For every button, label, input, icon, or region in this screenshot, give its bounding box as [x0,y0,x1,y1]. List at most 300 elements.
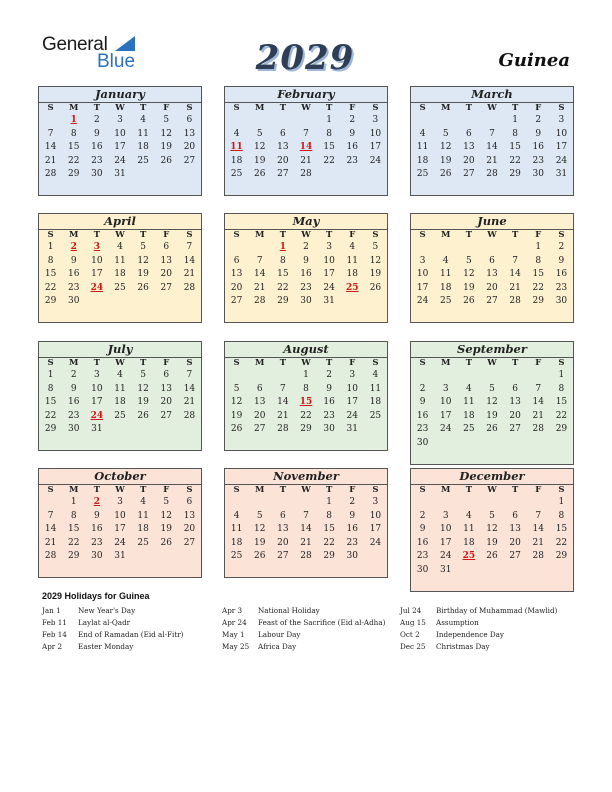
day-cell: 10 [439,397,452,407]
day-cell: 8 [279,255,286,266]
day-cell: 3 [93,370,100,380]
day-cell: 5 [465,255,472,266]
weekday-header: T [511,485,519,495]
day-cell: 18 [463,410,475,421]
empty-cell [39,114,62,128]
weekday-header: S [47,485,54,495]
day-cell: 11 [137,510,149,521]
holiday-date: Apr 24 [222,618,247,627]
day-cell: 2 [70,370,77,380]
day-cell: 20 [183,524,196,534]
day-cell: 5 [256,128,263,139]
day-cell: 21 [44,537,57,548]
weekday-header: S [372,358,379,368]
empty-cell [132,295,155,309]
empty-cell [434,241,457,255]
day-cell: 16 [555,269,568,279]
day-cell: 5 [442,128,449,139]
day-cell: 31 [323,296,335,306]
day-cell: 15 [277,269,289,279]
day-cell: 26 [463,296,475,306]
day-cell: 2 [303,242,309,252]
day-cell: 30 [416,564,429,575]
holiday-date: Jan 1 [42,606,61,615]
holiday-name: Labour Day [258,630,301,639]
day-cell: 13 [183,128,196,139]
day-cell: 9 [419,397,426,407]
weekday-header: M [69,358,79,368]
day-cell: 19 [439,155,452,166]
empty-cell [108,423,131,437]
weekday-header: S [47,358,54,368]
day-cell: 31 [555,169,568,179]
day-cell: 13 [230,269,243,279]
day-cell: 10 [439,524,452,534]
day-cell: 26 [253,551,266,561]
month-november [224,468,388,578]
empty-cell [155,423,178,437]
month-name: February [225,87,387,103]
month-june [410,213,574,323]
day-cell: 17 [114,524,126,534]
day-cell: 28 [532,551,544,561]
day-cell: 13 [509,397,521,407]
empty-cell [480,369,503,383]
empty-cell [155,168,178,182]
day-cell: 13 [277,524,289,534]
day-cell: 22 [44,410,57,421]
day-cell: 12 [253,142,266,152]
day-cell: 16 [91,142,103,152]
day-cell: 29 [277,296,289,306]
day-cell: 7 [512,255,518,266]
day-cell: 11 [439,269,452,279]
empty-cell [457,241,480,255]
holiday-item [400,617,557,629]
month-may [224,213,388,323]
day-cell: 3 [117,115,123,125]
day-cell: 24 [439,424,452,434]
weekday-header: F [163,485,170,495]
weekday-header: M [255,230,265,240]
weekday-header: W [301,103,311,113]
holiday-name: Birthday of Muhammad (Mawlid) [436,606,558,615]
day-cell: 8 [558,510,565,521]
day-cell: 29 [532,296,544,306]
weekday-header: S [233,103,240,113]
weekday-header: S [186,103,193,113]
day-cell: 6 [186,497,193,507]
generalblue-logo [42,34,152,74]
day-cell: 30 [91,169,103,179]
day-cell: 1 [512,115,518,125]
weekday-header: S [47,103,54,113]
weekday-header: F [163,358,170,368]
day-cell: 10 [114,128,126,139]
weekday-header: T [325,103,333,113]
day-cell: 27 [253,424,266,434]
day-cell: 20 [160,397,172,407]
day-cell: 28 [532,424,544,434]
weekday-header: W [301,358,311,368]
day-cell: 8 [558,383,565,394]
weekday-header: F [349,358,356,368]
day-cell: 28 [509,296,521,306]
day-cell: 23 [416,551,429,561]
day-cell: 17 [439,537,452,548]
weekday-header: T [139,103,147,113]
empty-cell [527,437,550,451]
day-cell: 10 [369,510,382,521]
day-cell: 3 [558,115,565,125]
weekday-header: F [535,230,542,240]
day-cell: 17 [439,410,452,421]
day-cell: 9 [70,255,77,266]
day-cell: 11 [230,524,243,534]
day-cell: 16 [346,524,358,534]
day-cell: 19 [160,524,172,534]
holiday-name: National Holiday [258,606,320,615]
day-cell: 25 [463,424,475,434]
holiday-date: May 1 [222,630,245,639]
day-cell: 6 [163,242,170,252]
empty-cell [364,550,387,564]
day-cell: 28 [253,296,266,306]
day-cell: 20 [509,537,521,548]
day-cell: 29 [300,424,312,434]
day-cell: 17 [114,142,126,152]
day-cell: 27 [509,551,521,561]
day-cell: 28 [277,424,289,434]
empty-cell [480,437,503,451]
day-cell: 3 [442,510,449,521]
empty-cell [155,550,178,564]
weekday-header: F [163,103,170,113]
holiday-item [42,641,183,653]
day-cell: 12 [439,142,452,152]
day-cell: 17 [91,269,103,279]
day-cell: 24 [416,296,429,306]
day-cell: 11 [114,383,126,394]
day-cell: 31 [346,424,358,434]
day-cell: 7 [535,383,542,394]
day-cell: 8 [47,255,54,266]
empty-cell [294,496,317,510]
day-cell: 20 [486,282,498,293]
day-cell: 9 [349,128,356,139]
empty-cell [271,496,294,510]
day-cell: 22 [323,537,335,548]
day-cell: 18 [463,537,475,548]
day-cell: 30 [91,551,103,561]
day-cell: 12 [486,397,498,407]
day-cell: 18 [137,142,149,152]
empty-cell [225,369,248,383]
weekday-header: T [93,230,101,240]
day-cell: 26 [369,282,382,293]
day-cell: 16 [91,524,103,534]
weekday-header: S [419,230,426,240]
day-cell: 22 [532,282,544,293]
day-cell: 24 [346,410,358,421]
weekday-header: T [93,103,101,113]
day-cell: 12 [230,397,243,407]
day-cell: 28 [44,551,57,561]
day-cell: 4 [442,255,449,266]
day-cell: 24 [369,155,382,166]
weekday-header: W [487,358,497,368]
day-cell: 4 [349,242,356,252]
day-cell: 18 [346,269,358,279]
day-cell: 15 [323,142,335,152]
day-cell: 29 [44,424,57,434]
day-cell: 7 [256,255,263,266]
day-cell: 28 [300,169,312,179]
logo-text-blue: Blue [97,51,136,72]
holiday-item [400,629,557,641]
day-cell: 1 [70,497,77,507]
day-cell: 4 [419,128,426,139]
day-cell: 21 [277,410,289,421]
day-cell: 14 [183,383,196,394]
holiday-name: New Year's Day [78,606,136,615]
holiday-name: Easter Monday [78,642,134,651]
day-cell: 20 [160,269,172,279]
weekday-header: M [69,103,79,113]
weekday-header: M [69,485,79,495]
weekday-header: T [279,103,287,113]
empty-cell [155,295,178,309]
day-cell: 18 [439,282,452,293]
day-cell: 9 [419,524,426,534]
day-cell: 26 [160,155,172,166]
day-cell: 29 [67,551,80,561]
day-cell: 6 [163,370,170,380]
weekday-header: T [279,230,287,240]
month-name: April [39,214,201,230]
day-cell: 24 [369,537,382,548]
holiday-date: Oct 2 [400,630,420,639]
day-cell: 22 [555,410,568,421]
day-cell: 27 [230,296,243,306]
day-cell: 21 [183,269,196,279]
day-cell: 24 [323,282,335,293]
weekday-header: S [47,230,54,240]
day-cell: 9 [349,510,356,521]
day-cell: 11 [369,383,382,394]
day-cell: 15 [67,524,80,534]
day-cell: 30 [416,437,429,448]
day-cell: 2 [93,497,100,507]
weekday-header: T [511,103,519,113]
day-cell: 6 [465,128,472,139]
day-cell: 1 [303,370,309,380]
weekday-header: S [186,230,193,240]
day-cell: 27 [463,169,475,179]
day-cell: 1 [326,115,332,125]
day-cell: 11 [137,128,149,139]
day-cell: 14 [299,142,313,152]
day-cell: 27 [486,296,498,306]
empty-cell [178,423,201,437]
weekday-header: M [69,230,79,240]
day-cell: 30 [67,296,80,306]
weekday-header: S [372,230,379,240]
empty-cell [480,114,503,128]
day-cell: 4 [233,128,240,139]
day-cell: 26 [439,169,452,179]
day-cell: 29 [67,169,80,179]
weekday-header: M [441,230,451,240]
day-cell: 20 [230,282,243,293]
month-name: December [411,469,573,485]
day-cell: 21 [509,282,521,293]
holidays-title: 2029 Holidays for Guinea [42,591,150,601]
day-cell: 28 [183,410,196,421]
day-cell: 29 [555,424,568,434]
empty-cell [178,168,201,182]
empty-cell [457,437,480,451]
day-cell: 18 [416,155,429,166]
day-cell: 18 [114,269,126,279]
day-cell: 1 [279,242,286,252]
empty-cell [434,369,457,383]
day-cell: 8 [303,383,309,394]
empty-cell [480,241,503,255]
empty-cell [550,437,573,451]
day-cell: 23 [416,424,429,434]
holiday-item [42,605,183,617]
day-cell: 31 [114,169,126,179]
day-cell: 22 [509,155,521,166]
day-cell: 20 [509,410,521,421]
day-cell: 8 [47,383,54,394]
weekday-header: S [186,485,193,495]
day-cell: 23 [346,537,358,548]
weekday-header: W [115,103,125,113]
holiday-name: End of Ramadan (Eid al-Fitr) [78,630,184,639]
day-cell: 21 [44,155,57,166]
holiday-date: Dec 25 [400,642,426,651]
empty-cell [248,114,271,128]
day-cell: 26 [253,169,266,179]
day-cell: 27 [277,169,289,179]
month-july [38,341,202,451]
empty-cell [504,241,527,255]
day-cell: 2 [349,115,356,125]
empty-cell [480,496,503,510]
holiday-name: Assumption [436,618,479,627]
weekday-header: S [233,358,240,368]
day-cell: 14 [532,397,544,407]
day-cell: 7 [186,370,193,380]
day-cell: 18 [114,397,126,407]
day-cell: 17 [91,397,103,407]
day-cell: 26 [230,424,243,434]
day-cell: 15 [555,524,568,534]
day-cell: 20 [277,537,289,548]
day-cell: 16 [346,142,358,152]
day-cell: 9 [93,128,100,139]
day-cell: 24 [114,155,126,166]
weekday-header: T [139,485,147,495]
weekday-header: W [301,485,311,495]
day-cell: 16 [323,397,335,407]
day-cell: 2 [558,242,565,252]
month-march [410,86,574,196]
day-cell: 13 [160,383,172,394]
day-cell: 23 [91,537,103,548]
day-cell: 10 [114,510,126,521]
day-cell: 22 [300,410,312,421]
empty-cell [364,423,387,437]
day-cell: 30 [532,169,544,179]
country-title: Guinea [498,50,570,71]
day-cell: 5 [489,383,495,394]
weekday-header: T [465,230,473,240]
day-cell: 7 [279,383,286,394]
day-cell: 5 [140,370,146,380]
day-cell: 28 [44,169,57,179]
month-october [38,468,202,578]
day-cell: 9 [93,510,100,521]
day-cell: 13 [486,269,498,279]
weekday-header: F [535,103,542,113]
weekday-header: W [487,230,497,240]
empty-cell [504,564,527,578]
day-cell: 16 [532,142,544,152]
weekday-header: M [255,485,265,495]
day-cell: 2 [535,115,542,125]
day-cell: 21 [300,537,312,548]
empty-cell [108,295,131,309]
empty-cell [504,496,527,510]
month-august [224,341,388,451]
weekday-header: T [279,485,287,495]
day-cell: 21 [183,397,196,407]
day-cell: 13 [277,142,289,152]
day-cell: 14 [486,142,498,152]
day-cell: 4 [465,510,472,521]
day-cell: 12 [160,128,172,139]
empty-cell [550,564,573,578]
day-cell: 26 [137,410,149,421]
month-name: October [39,469,201,485]
day-cell: 26 [160,537,172,548]
empty-cell [132,550,155,564]
holiday-date: Apr 3 [222,606,243,615]
day-cell: 17 [346,397,358,407]
day-cell: 1 [47,370,54,380]
day-cell: 23 [300,282,312,293]
day-cell: 17 [416,282,429,293]
empty-cell [457,369,480,383]
month-name: June [411,214,573,230]
day-cell: 1 [535,242,542,252]
day-cell: 1 [47,242,54,252]
day-cell: 12 [137,383,149,394]
day-cell: 4 [117,242,123,252]
empty-cell [434,437,457,451]
day-cell: 29 [509,169,521,179]
empty-cell [527,496,550,510]
weekday-header: T [279,358,287,368]
empty-cell [225,496,248,510]
day-cell: 1 [326,497,332,507]
day-cell: 16 [67,269,80,279]
weekday-header: F [163,230,170,240]
day-cell: 6 [512,383,518,394]
